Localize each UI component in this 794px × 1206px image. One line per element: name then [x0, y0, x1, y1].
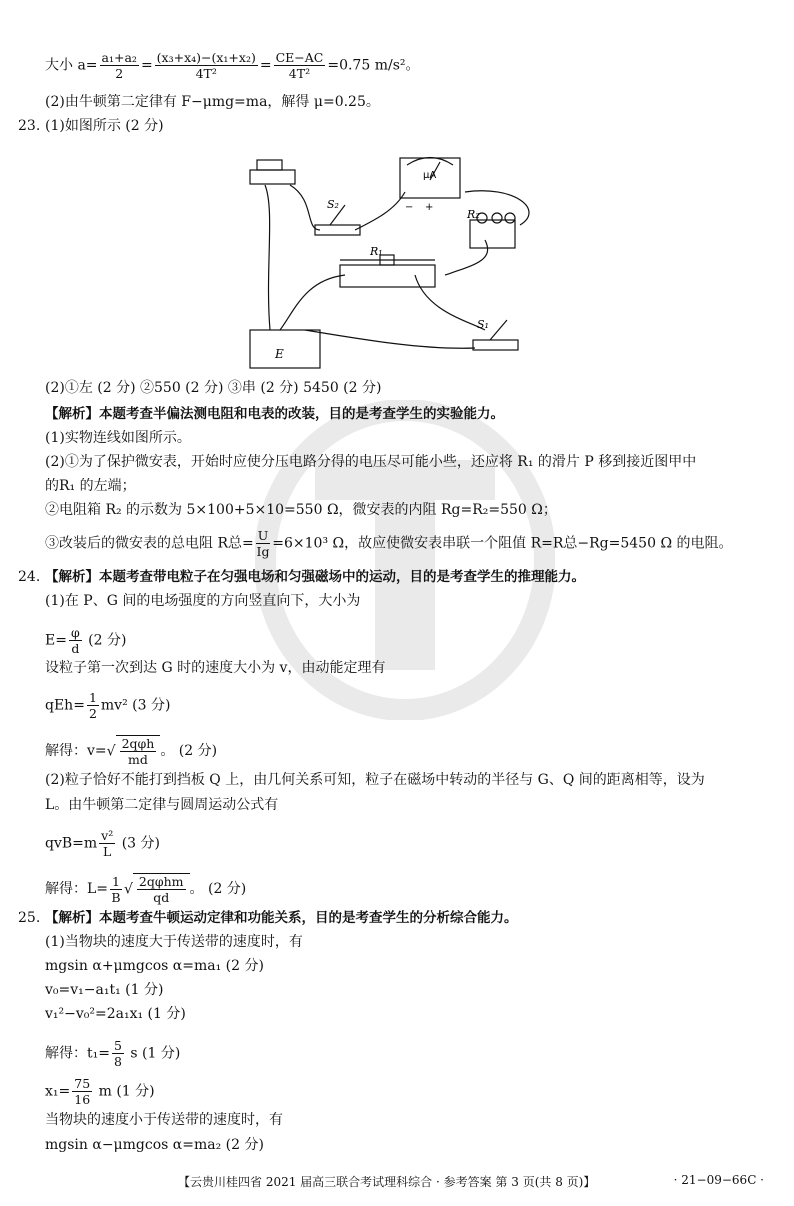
analysis-heading: 【解析】本题考查带电粒子在匀强电场和匀强磁场中的运动，目的是考查学生的推理能力。 [45, 569, 585, 585]
text-line: v₁²−v₀²=2a₁x₁ (1 分) [45, 1006, 186, 1022]
formula-line: ③改装后的微安表的总电阻 R总= $\frac{U}{Ig}$ =6×10³ Ω，故应使微安表串联一个阻值 R=R总−Rg=5450 Ω 的电阻。 [45, 528, 733, 559]
text-line: (2)①左 (2 分) ②550 (2 分) ③串 (2 分) 5450 (2 分) [45, 380, 382, 396]
circuit-diagram [245, 150, 545, 375]
text-line: 的R₁ 的左端； [45, 478, 136, 494]
analysis-heading: 【解析】本题考查半偏法测电阻和电表的改装，目的是考查学生的实验能力。 [45, 406, 504, 422]
meter-label: μA [423, 170, 437, 181]
question-number: 24. [18, 569, 41, 585]
formula-line: qvB=m $\frac{\text{v²}}{L}$ (3 分) [45, 828, 160, 859]
text-line: 设粒子第一次到达 G 时的速度大小为 v，由动能定理有 [45, 660, 386, 676]
question-number: 23. [18, 118, 41, 134]
text-line: (2)由牛顿第二定律有 F−μmg=ma，解得 μ=0.25。 [45, 94, 380, 110]
text-line: (1)在 P、G 间的电场强度的方向竖直向下，大小为 [45, 593, 361, 609]
text-line: ②电阻箱 R₂ 的示数为 5×100+5×10=550 Ω，微安表的内阻 Rg=R₂=550 Ω； [45, 502, 557, 518]
minus-sign: − [405, 202, 414, 213]
formula-line: x₁= $\frac{75}{16}$ m (1 分) [45, 1076, 155, 1107]
footer-title: 【云贵川桂四省 2021 届高三联合考试理科综合 · 参考答案 第 3 页(共 8 页)】 [178, 1175, 596, 1189]
text-line: mgsin α−μmgcos α=ma₂ (2 分) [45, 1137, 264, 1153]
formula-line: 解得：t₁= $\frac{5}{8}$ s (1 分) [45, 1038, 181, 1069]
label-r2: R₂ [467, 208, 480, 221]
text-line: (2)①为了保护微安表，开始时应使分压电路分得的电压尽可能小些，还应将 R₁ 的滑片 P 移到接近图甲中 [45, 454, 697, 470]
plus-sign: + [425, 202, 434, 213]
text-line: L。由牛顿第二定律与圆周运动公式有 [45, 797, 279, 813]
formula-line: qEh= $\frac{1}{2}$ mv² (3 分) [45, 690, 171, 721]
text-line: (1)当物块的速度大于传送带的速度时，有 [45, 934, 303, 950]
analysis-heading: 【解析】本题考查牛顿运动定律和功能关系，目的是考查学生的分析综合能力。 [45, 910, 518, 926]
label-s1: S₁ [477, 318, 489, 331]
text-line: v₀=v₁−a₁t₁ (1 分) [45, 982, 164, 998]
label-s2: S₂ [327, 198, 339, 211]
formula-line: 解得：L= $\frac{1}{B}$ √ $\frac{\text{2qφhm}}{qd}$ 。 (2 分) [45, 873, 247, 905]
label-r1: R₁ [370, 245, 383, 258]
text-line: (2)粒子恰好不能打到挡板 Q 上，由几何关系可知，粒子在磁场中转动的半径与 G、Q 间的距离相等，设为 [45, 772, 705, 788]
formula-acceleration: 大小 a= $\frac{\text{a₁+a₂}}{2}$ = $\frac{\text{(x₃+x₄)−(x₁+x₂)}}{\text{4T²}}$ = $\frac{CE-AC}{\text{4T²}}$ =0.75 m/s²。 [45, 50, 420, 81]
text-line: 当物块的速度小于传送带的速度时，有 [45, 1112, 283, 1128]
footer-code: · 21−09−66C · [673, 1173, 764, 1187]
formula-line: E= $\frac{\varphi}{d}$ (2 分) [45, 625, 127, 656]
label-e: E [275, 347, 284, 361]
question-number: 25. [18, 910, 41, 926]
text-line: (1)实物连线如图所示。 [45, 430, 191, 446]
text-line: mgsin α+μmgcos α=ma₁ (2 分) [45, 958, 264, 974]
text-line: (1)如图所示 (2 分) [45, 118, 164, 134]
formula-line: 解得：v=√ $\frac{\text{2qφh}}{md}$ 。 (2 分) [45, 736, 218, 767]
